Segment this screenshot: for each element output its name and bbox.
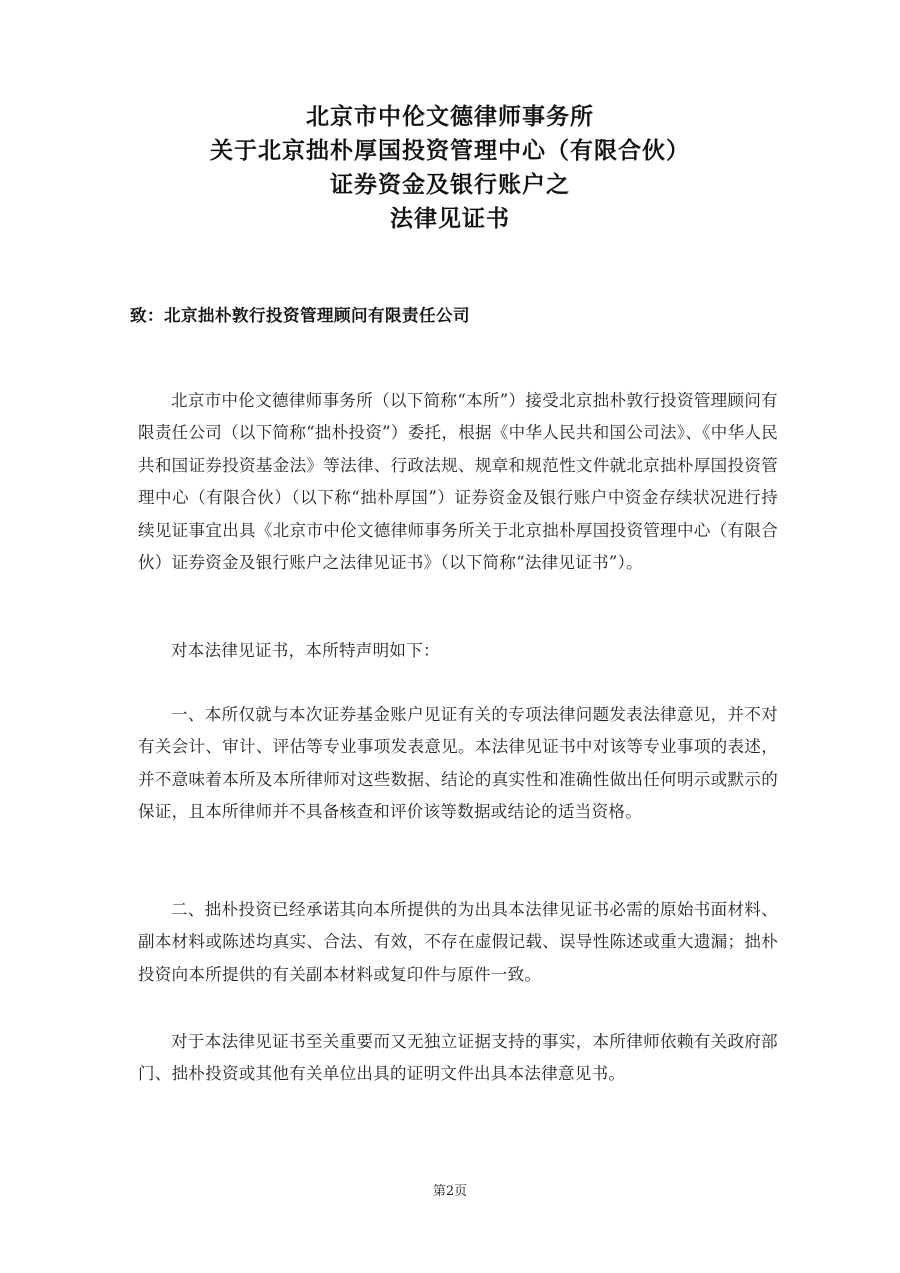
paragraph-reliance: 对于本法律见证书至关重要而又无独立证据支持的事实，本所律师依赖有关政府部门、拙朴投资或其他有关单位出具的证明文件出具本法律意见书。 bbox=[138, 1031, 778, 1083]
paragraph-clause-2: 二、拙朴投资已经承诺其向本所提供的为出具本法律见证书必需的原始书面材料、副本材料或陈述均真实、合法、有效，不存在虚假记载、误导性陈述或重大遗漏；拙朴投资向本所提供的有关副本材料或复印件与原件一致。 bbox=[138, 899, 778, 984]
document-title bbox=[0, 100, 900, 236]
page-number: 第2页 bbox=[432, 1184, 468, 1199]
title-line-doc-type: 法律见证书 bbox=[390, 206, 510, 232]
addressee: 致：北京拙朴敦行投资管理顾问有限责任公司 bbox=[130, 306, 470, 325]
title-line-firm: 北京市中伦文德律师事务所 bbox=[306, 104, 594, 130]
title-line-subject: 关于北京拙朴厚国投资管理中心（有限合伙） bbox=[210, 138, 690, 164]
paragraph-declaration-lead: 对本法律见证书，本所特声明如下： bbox=[171, 640, 440, 660]
paragraph-clause-1: 一、本所仅就与本次证券基金账户见证有关的专项法律问题发表法律意见，并不对有关会计、审计、评估等专业事项发表意见。本法律见证书中对该等专业事项的表述，并不意味着本所及本所律师对这些数据、结论的真实性和准确性做出任何明示或默示的保证，且本所律师并不具备核查和评价该等数据或结论的适当资格。 bbox=[138, 704, 778, 821]
paragraph-intro: 北京市中伦文德律师事务所（以下简称“本所”）接受北京拙朴敦行投资管理顾问有限责任公司（以下简称“拙朴投资”）委托，根据《中华人民共和国公司法》、《中华人民共和国证券投资基金法》等法律、行政法规、规章和规范性文件就北京拙朴厚国投资管理中心（有限合伙）（以下称“拙朴厚国”）证券资金及银行账户中资金存续状况进行持续见证事宜出具《北京市中伦文德律师事务所关于北京拙朴厚国投资管理中心（有限合伙）证券资金及银行账户之法律见证书》（以下简称“法律见证书”）。 bbox=[138, 390, 778, 572]
title-line-accounts: 证券资金及银行账户之 bbox=[330, 172, 570, 198]
